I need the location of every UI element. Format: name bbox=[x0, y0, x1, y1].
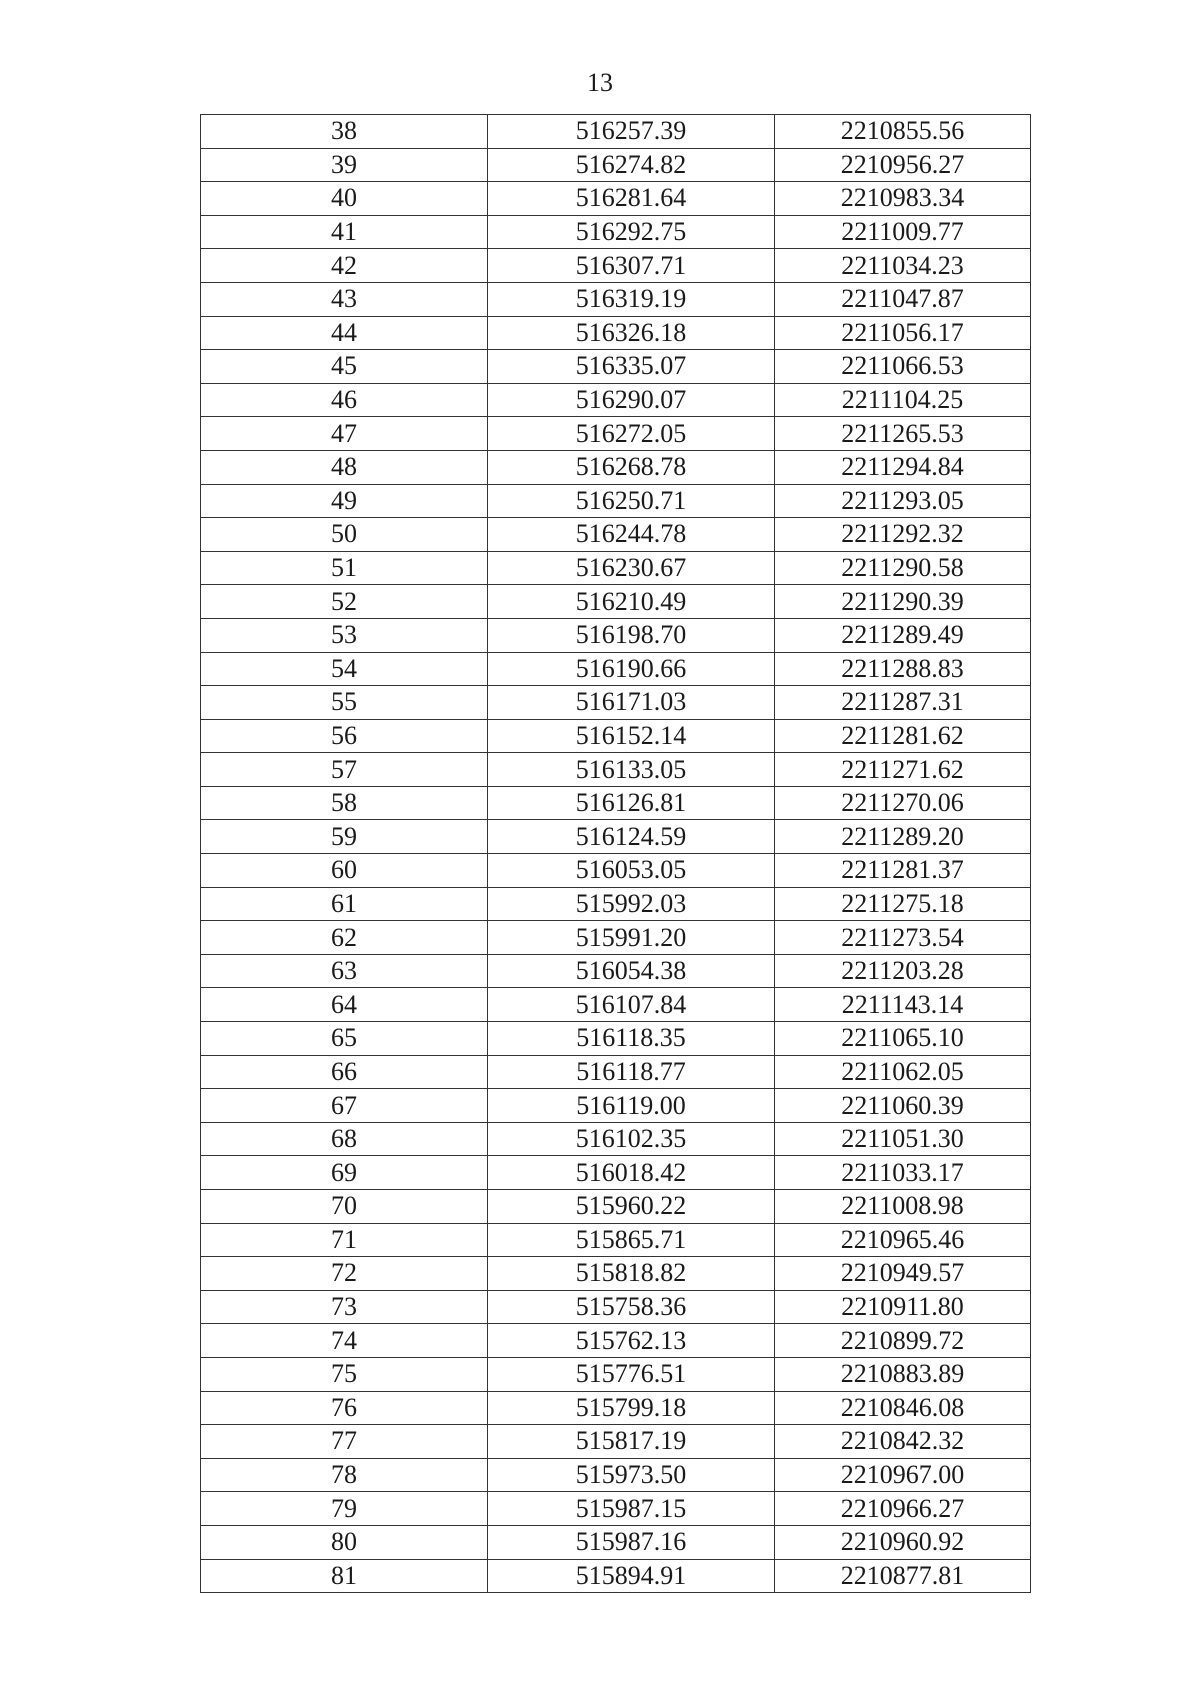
table-row bbox=[201, 1290, 1031, 1324]
y-coordinate-cell: 2211281.37 bbox=[775, 854, 1031, 888]
x-coordinate-cell: 515762.13 bbox=[488, 1324, 775, 1358]
y-coordinate-cell: 2211265.53 bbox=[775, 417, 1031, 451]
point-number-cell: 44 bbox=[201, 316, 488, 350]
y-coordinate-cell: 2210846.08 bbox=[775, 1391, 1031, 1425]
x-coordinate-cell: 516290.07 bbox=[488, 383, 775, 417]
point-number-cell: 38 bbox=[201, 115, 488, 149]
table-row bbox=[201, 719, 1031, 753]
y-coordinate-cell: 2211292.32 bbox=[775, 518, 1031, 552]
point-number-cell: 50 bbox=[201, 518, 488, 552]
y-coordinate-cell: 2211281.62 bbox=[775, 719, 1031, 753]
table-row bbox=[201, 249, 1031, 283]
coordinates-table bbox=[200, 114, 1031, 1593]
point-number-cell: 73 bbox=[201, 1290, 488, 1324]
y-coordinate-cell: 2211143.14 bbox=[775, 988, 1031, 1022]
point-number-cell: 78 bbox=[201, 1458, 488, 1492]
x-coordinate-cell: 515987.16 bbox=[488, 1525, 775, 1559]
point-number-cell: 60 bbox=[201, 854, 488, 888]
x-coordinate-cell: 516118.77 bbox=[488, 1055, 775, 1089]
point-number-cell: 46 bbox=[201, 383, 488, 417]
table-row bbox=[201, 282, 1031, 316]
table-row bbox=[201, 1324, 1031, 1358]
table-row bbox=[201, 887, 1031, 921]
point-number-cell: 79 bbox=[201, 1492, 488, 1526]
table-row bbox=[201, 383, 1031, 417]
x-coordinate-cell: 515818.82 bbox=[488, 1257, 775, 1291]
table-row bbox=[201, 1190, 1031, 1224]
table-row bbox=[201, 618, 1031, 652]
point-number-cell: 76 bbox=[201, 1391, 488, 1425]
table-row bbox=[201, 450, 1031, 484]
y-coordinate-cell: 2211047.87 bbox=[775, 282, 1031, 316]
table-row bbox=[201, 786, 1031, 820]
point-number-cell: 75 bbox=[201, 1357, 488, 1391]
x-coordinate-cell: 515987.15 bbox=[488, 1492, 775, 1526]
point-number-cell: 41 bbox=[201, 215, 488, 249]
x-coordinate-cell: 515992.03 bbox=[488, 887, 775, 921]
y-coordinate-cell: 2210842.32 bbox=[775, 1425, 1031, 1459]
x-coordinate-cell: 516054.38 bbox=[488, 954, 775, 988]
x-coordinate-cell: 516274.82 bbox=[488, 148, 775, 182]
x-coordinate-cell: 515894.91 bbox=[488, 1559, 775, 1593]
table-row bbox=[201, 518, 1031, 552]
point-number-cell: 69 bbox=[201, 1156, 488, 1190]
y-coordinate-cell: 2211273.54 bbox=[775, 921, 1031, 955]
x-coordinate-cell: 516190.66 bbox=[488, 652, 775, 686]
y-coordinate-cell: 2210855.56 bbox=[775, 115, 1031, 149]
point-number-cell: 64 bbox=[201, 988, 488, 1022]
y-coordinate-cell: 2210911.80 bbox=[775, 1290, 1031, 1324]
table-row bbox=[201, 484, 1031, 518]
point-number-cell: 40 bbox=[201, 182, 488, 216]
table-row bbox=[201, 854, 1031, 888]
table-row bbox=[201, 820, 1031, 854]
table-row bbox=[201, 350, 1031, 384]
point-number-cell: 57 bbox=[201, 753, 488, 787]
point-number-cell: 58 bbox=[201, 786, 488, 820]
point-number-cell: 81 bbox=[201, 1559, 488, 1593]
x-coordinate-cell: 516171.03 bbox=[488, 686, 775, 720]
y-coordinate-cell: 2211203.28 bbox=[775, 954, 1031, 988]
table-row bbox=[201, 1022, 1031, 1056]
x-coordinate-cell: 516133.05 bbox=[488, 753, 775, 787]
y-coordinate-cell: 2211290.39 bbox=[775, 585, 1031, 619]
y-coordinate-cell: 2210883.89 bbox=[775, 1357, 1031, 1391]
x-coordinate-cell: 516107.84 bbox=[488, 988, 775, 1022]
table-row bbox=[201, 686, 1031, 720]
y-coordinate-cell: 2211066.53 bbox=[775, 350, 1031, 384]
x-coordinate-cell: 515865.71 bbox=[488, 1223, 775, 1257]
y-coordinate-cell: 2210967.00 bbox=[775, 1458, 1031, 1492]
table-row bbox=[201, 316, 1031, 350]
y-coordinate-cell: 2211065.10 bbox=[775, 1022, 1031, 1056]
y-coordinate-cell: 2211271.62 bbox=[775, 753, 1031, 787]
point-number-cell: 48 bbox=[201, 450, 488, 484]
point-number-cell: 53 bbox=[201, 618, 488, 652]
point-number-cell: 54 bbox=[201, 652, 488, 686]
point-number-cell: 61 bbox=[201, 887, 488, 921]
table-row bbox=[201, 585, 1031, 619]
point-number-cell: 62 bbox=[201, 921, 488, 955]
table-row bbox=[201, 1122, 1031, 1156]
x-coordinate-cell: 515991.20 bbox=[488, 921, 775, 955]
y-coordinate-cell: 2210956.27 bbox=[775, 148, 1031, 182]
x-coordinate-cell: 516118.35 bbox=[488, 1022, 775, 1056]
y-coordinate-cell: 2211289.20 bbox=[775, 820, 1031, 854]
x-coordinate-cell: 516102.35 bbox=[488, 1122, 775, 1156]
y-coordinate-cell: 2211287.31 bbox=[775, 686, 1031, 720]
y-coordinate-cell: 2211008.98 bbox=[775, 1190, 1031, 1224]
point-number-cell: 49 bbox=[201, 484, 488, 518]
x-coordinate-cell: 516152.14 bbox=[488, 719, 775, 753]
point-number-cell: 56 bbox=[201, 719, 488, 753]
coordinates-table-body bbox=[201, 115, 1031, 1593]
x-coordinate-cell: 516250.71 bbox=[488, 484, 775, 518]
y-coordinate-cell: 2211056.17 bbox=[775, 316, 1031, 350]
table-row bbox=[201, 1089, 1031, 1123]
x-coordinate-cell: 516268.78 bbox=[488, 450, 775, 484]
point-number-cell: 43 bbox=[201, 282, 488, 316]
x-coordinate-cell: 516244.78 bbox=[488, 518, 775, 552]
table-row bbox=[201, 148, 1031, 182]
point-number-cell: 47 bbox=[201, 417, 488, 451]
point-number-cell: 45 bbox=[201, 350, 488, 384]
x-coordinate-cell: 515758.36 bbox=[488, 1290, 775, 1324]
y-coordinate-cell: 2210960.92 bbox=[775, 1525, 1031, 1559]
table-row bbox=[201, 1559, 1031, 1593]
y-coordinate-cell: 2211009.77 bbox=[775, 215, 1031, 249]
x-coordinate-cell: 516326.18 bbox=[488, 316, 775, 350]
y-coordinate-cell: 2211288.83 bbox=[775, 652, 1031, 686]
table-row bbox=[201, 1156, 1031, 1190]
x-coordinate-cell: 516053.05 bbox=[488, 854, 775, 888]
point-number-cell: 68 bbox=[201, 1122, 488, 1156]
table-row bbox=[201, 1425, 1031, 1459]
table-row bbox=[201, 115, 1031, 149]
y-coordinate-cell: 2211104.25 bbox=[775, 383, 1031, 417]
table-row bbox=[201, 1492, 1031, 1526]
table-row bbox=[201, 182, 1031, 216]
y-coordinate-cell: 2210877.81 bbox=[775, 1559, 1031, 1593]
x-coordinate-cell: 516124.59 bbox=[488, 820, 775, 854]
table-row bbox=[201, 417, 1031, 451]
x-coordinate-cell: 516319.19 bbox=[488, 282, 775, 316]
x-coordinate-cell: 516272.05 bbox=[488, 417, 775, 451]
x-coordinate-cell: 516210.49 bbox=[488, 585, 775, 619]
table-row bbox=[201, 551, 1031, 585]
x-coordinate-cell: 515973.50 bbox=[488, 1458, 775, 1492]
y-coordinate-cell: 2211275.18 bbox=[775, 887, 1031, 921]
table-row bbox=[201, 921, 1031, 955]
table-row bbox=[201, 652, 1031, 686]
point-number-cell: 67 bbox=[201, 1089, 488, 1123]
table-row bbox=[201, 954, 1031, 988]
table-row bbox=[201, 1257, 1031, 1291]
point-number-cell: 42 bbox=[201, 249, 488, 283]
table-row bbox=[201, 1055, 1031, 1089]
point-number-cell: 55 bbox=[201, 686, 488, 720]
x-coordinate-cell: 515960.22 bbox=[488, 1190, 775, 1224]
point-number-cell: 71 bbox=[201, 1223, 488, 1257]
y-coordinate-cell: 2210966.27 bbox=[775, 1492, 1031, 1526]
x-coordinate-cell: 515776.51 bbox=[488, 1357, 775, 1391]
point-number-cell: 63 bbox=[201, 954, 488, 988]
x-coordinate-cell: 516119.00 bbox=[488, 1089, 775, 1123]
x-coordinate-cell: 516257.39 bbox=[488, 115, 775, 149]
y-coordinate-cell: 2211293.05 bbox=[775, 484, 1031, 518]
table-row bbox=[201, 215, 1031, 249]
table-row bbox=[201, 1223, 1031, 1257]
point-number-cell: 51 bbox=[201, 551, 488, 585]
y-coordinate-cell: 2210965.46 bbox=[775, 1223, 1031, 1257]
y-coordinate-cell: 2211033.17 bbox=[775, 1156, 1031, 1190]
y-coordinate-cell: 2210949.57 bbox=[775, 1257, 1031, 1291]
point-number-cell: 66 bbox=[201, 1055, 488, 1089]
point-number-cell: 77 bbox=[201, 1425, 488, 1459]
point-number-cell: 74 bbox=[201, 1324, 488, 1358]
y-coordinate-cell: 2211034.23 bbox=[775, 249, 1031, 283]
table-row bbox=[201, 1357, 1031, 1391]
point-number-cell: 72 bbox=[201, 1257, 488, 1291]
x-coordinate-cell: 516198.70 bbox=[488, 618, 775, 652]
y-coordinate-cell: 2211062.05 bbox=[775, 1055, 1031, 1089]
table-row bbox=[201, 1525, 1031, 1559]
x-coordinate-cell: 516335.07 bbox=[488, 350, 775, 384]
point-number-cell: 80 bbox=[201, 1525, 488, 1559]
y-coordinate-cell: 2211051.30 bbox=[775, 1122, 1031, 1156]
point-number-cell: 59 bbox=[201, 820, 488, 854]
y-coordinate-cell: 2211294.84 bbox=[775, 450, 1031, 484]
table-row bbox=[201, 1391, 1031, 1425]
point-number-cell: 39 bbox=[201, 148, 488, 182]
point-number-cell: 52 bbox=[201, 585, 488, 619]
x-coordinate-cell: 516307.71 bbox=[488, 249, 775, 283]
y-coordinate-cell: 2210899.72 bbox=[775, 1324, 1031, 1358]
x-coordinate-cell: 516018.42 bbox=[488, 1156, 775, 1190]
x-coordinate-cell: 516281.64 bbox=[488, 182, 775, 216]
x-coordinate-cell: 516230.67 bbox=[488, 551, 775, 585]
y-coordinate-cell: 2211289.49 bbox=[775, 618, 1031, 652]
y-coordinate-cell: 2211290.58 bbox=[775, 551, 1031, 585]
x-coordinate-cell: 516292.75 bbox=[488, 215, 775, 249]
page-number: 13 bbox=[587, 68, 613, 97]
x-coordinate-cell: 516126.81 bbox=[488, 786, 775, 820]
point-number-cell: 65 bbox=[201, 1022, 488, 1056]
point-number-cell: 70 bbox=[201, 1190, 488, 1224]
table-row bbox=[201, 988, 1031, 1022]
x-coordinate-cell: 515799.18 bbox=[488, 1391, 775, 1425]
y-coordinate-cell: 2210983.34 bbox=[775, 182, 1031, 216]
y-coordinate-cell: 2211270.06 bbox=[775, 786, 1031, 820]
y-coordinate-cell: 2211060.39 bbox=[775, 1089, 1031, 1123]
table-row bbox=[201, 1458, 1031, 1492]
x-coordinate-cell: 515817.19 bbox=[488, 1425, 775, 1459]
table-row bbox=[201, 753, 1031, 787]
